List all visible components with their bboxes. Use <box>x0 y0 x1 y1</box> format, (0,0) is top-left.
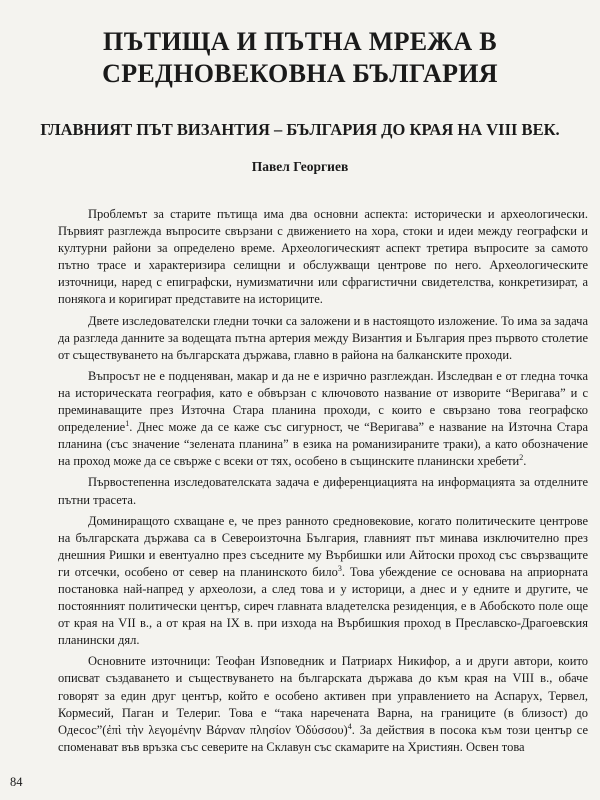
paragraph-3-part-c: . <box>523 454 527 469</box>
paragraph-1: Проблемът за старите пътища има два основни аспекта: исторически и археологически. Първият разглежда въпросите свързани с движението на хора, стоки и идеи между географски и културни райони за определено време. Археологическият аспект третира въпросите за самото пътно трасе и характеризира селищни и обслужващи центрове по него. Археологическите източници, наред с епиграфски, нумизматични или сфрагистични свидетелства, конкретизират, а понякога и коригират представите на историците. <box>58 207 588 307</box>
title-line-1: ПЪТИЩА И ПЪТНА МРЕЖА В <box>103 27 497 56</box>
paragraph-6-part-a: Основните източници: Теофан Изповедник и Патриарх Никифор, а и други автори, които описват създаването и съществуването на българската държава до към края на VIII в., обаче говорят за един друг център, който е особено активен при управлението на Аспарух, Тервел, Кормесий, Паган и Телериг. Това е “така наречената Варна, на границите (в близост) до Одесос”(ἐπὶ τὴν λεγομένην Βάρναν πλησίον Ὀδύσσου) <box>58 654 588 737</box>
article-title <box>60 26 540 90</box>
footnote-ref-1: 1 <box>125 418 130 428</box>
author-name: Павел Георгиев <box>251 159 349 174</box>
title-line-2: СРЕДНОВЕКОВНА БЪЛГАРИЯ <box>102 59 498 88</box>
paragraph-6 <box>58 653 588 756</box>
article-subtitle: ГЛАВНИЯТ ПЪТ ВИЗАНТИЯ – БЪЛГАРИЯ ДО КРАЯ НА VIII ВЕК. <box>40 120 560 139</box>
paragraph-5-part-a: Доминиращото схващане е, че през ранното средновековие, когато политическите центрове на българската държава са в Североизточна България, главният път минава изключително през днешния Ришки и евентуално през съседните му Върбишки или Айтоски проход със свързващите ги отсечки, особено от север на планинското било <box>58 513 588 579</box>
paragraph-4: Първостепенна изследователската задача е диференциацията на информацията за отделните пътни трасета. <box>58 475 588 507</box>
paragraph-3-part-b: . Днес може да се каже със сигурност, че “Веригава” е название на Източна Стара планина (със значение “зелената планина” в езика на романизираните траки), а като обозначение на проход може да се свърже с всеки от тях, особено в същинските планински хребети <box>58 420 588 469</box>
footnote-ref-2: 2 <box>519 453 524 463</box>
footnote-ref-4: 4 <box>347 721 352 731</box>
footnote-ref-3: 3 <box>337 563 342 573</box>
paragraph-5-part-b: . Това убеждение се основава на априорната постановка най-напред у археолози, а след това и у историци, а днес и у едните и другите, че постоянният политически център, сиреч главната владетелска резиденция, е в Абобското поле още от края на VII в., а от края на IX в. при изхода на Върбишкия проход в Преславско-Драгоевския планински дял. <box>58 564 588 648</box>
paragraph-3 <box>58 368 588 471</box>
paragraph-6-part-b: . За действия в посока към този център се споменават във връзка със северите на Склавун със скамарите на Християн. Освен това <box>58 722 588 754</box>
page-number: 84 <box>10 775 23 789</box>
article-body <box>58 206 588 760</box>
paragraph-3-part-a: Въпросът не е подценяван, макар и да не е изрично разглеждан. Изследван е от гледна точка на историческата география, като е обвързан с ключовото название от изворите “Веригава” и с преминаващите през Източна Стара планина проходи, с които е свързано това географско определение <box>58 368 588 435</box>
paragraph-2: Двете изследователски гледни точки са заложени и в настоящото изложение. То има за задача да разгледа данните за водещата пътна артерия между Византия и България през първото столетие от съществуването на българската държава, главно в района на балканските проходи. <box>58 313 588 362</box>
paragraph-5 <box>58 513 588 650</box>
